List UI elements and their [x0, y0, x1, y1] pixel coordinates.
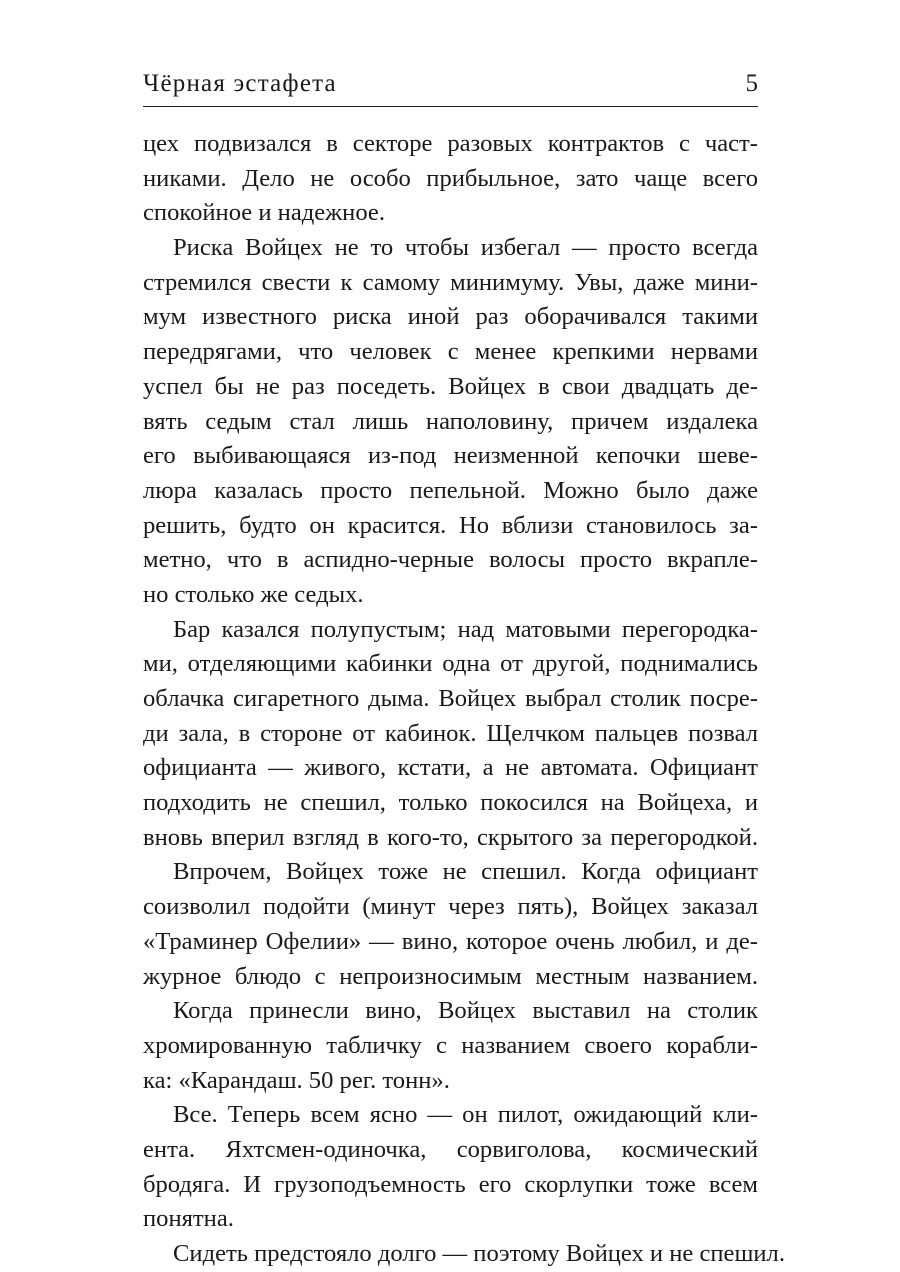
text-line: облачка сигаретного дыма. Войцех выбрал столик посре- [143, 685, 758, 712]
text-line: Когда принесли вино, Войцех выставил на столик [173, 997, 758, 1025]
text-line: но столько же седых. [143, 580, 364, 608]
text-line: стремился свести к самому минимуму. Увы, даже мини- [143, 268, 758, 296]
text-line: «Траминер Офелии» — вино, которое очень любил, и де- [143, 927, 758, 955]
text-line: мум известного риска иной раз оборачивался такими [143, 303, 758, 331]
running-title: Чёрная эстафета [143, 70, 337, 97]
page-number: 5 [745, 70, 758, 97]
text-line: подходить не спешил, только покосился на Войцеха, и [143, 789, 758, 817]
text-line: понятна. [143, 1205, 234, 1233]
text-line: журное блюдо с непроизносимым местным названием. [143, 962, 758, 990]
running-header [143, 66, 758, 107]
text-line: ка: «Карандаш. 50 рег. тонн». [143, 1066, 450, 1094]
text-line: решить, будто он красится. Но вблизи становилось за- [143, 511, 758, 539]
text-line: ми, отделяющими кабинки одна от другой, поднимались [143, 650, 758, 678]
text-line: спокойное и надежное. [143, 199, 385, 227]
body-text [143, 127, 785, 1272]
text-line: передрягами, что человек с менее крепкими нервами [143, 338, 758, 366]
text-line: Впрочем, Войцех тоже не спешил. Когда официант [173, 858, 758, 886]
text-line: ента. Яхтсмен-одиночка, сорвиголова, космический [143, 1135, 758, 1163]
text-line: соизволил подойти (минут через пять), Войцех заказал [143, 893, 758, 921]
text-line: его выбивающаяся из-под неизменной кепочки шеве- [143, 442, 758, 470]
text-line: вять седым стал лишь наполовину, причем издалека [143, 407, 758, 435]
text-line: вновь вперил взгляд в кого-то, скрытого за перегородкой. [143, 823, 758, 851]
text-line: Бар казался полупустым; над матовыми перегородка- [173, 615, 758, 643]
text-line: Все. Теперь всем ясно — он пилот, ожидающий кли- [173, 1101, 758, 1129]
text-line: ди зала, в стороне от кабинок. Щелчком пальцев позвал [143, 719, 758, 747]
text-line: Риска Войцех не то чтобы избегал — просто всегда [173, 234, 758, 262]
text-line: успел бы не раз поседеть. Войцех в свои двадцать де- [143, 372, 758, 400]
text-line: цех подвизался в секторе разовых контрактов с част- [143, 130, 758, 157]
text-line: люра казалась просто пепельной. Можно было даже [143, 476, 758, 504]
text-line: Сидеть предстояло долго — поэтому Войцех и не спешил. [173, 1240, 785, 1267]
text-line: метно, что в аспидно-черные волосы просто вкрапле- [143, 546, 758, 574]
text-line: официанта — живого, кстати, а не автомата. Официант [143, 754, 758, 782]
text-line: хромированную табличку с названием своего корабли- [143, 1031, 758, 1059]
text-line: никами. Дело не особо прибыльное, зато чаще всего [143, 164, 758, 192]
text-line: бродяга. И грузоподъемность его скорлупки тоже всем [143, 1170, 758, 1198]
